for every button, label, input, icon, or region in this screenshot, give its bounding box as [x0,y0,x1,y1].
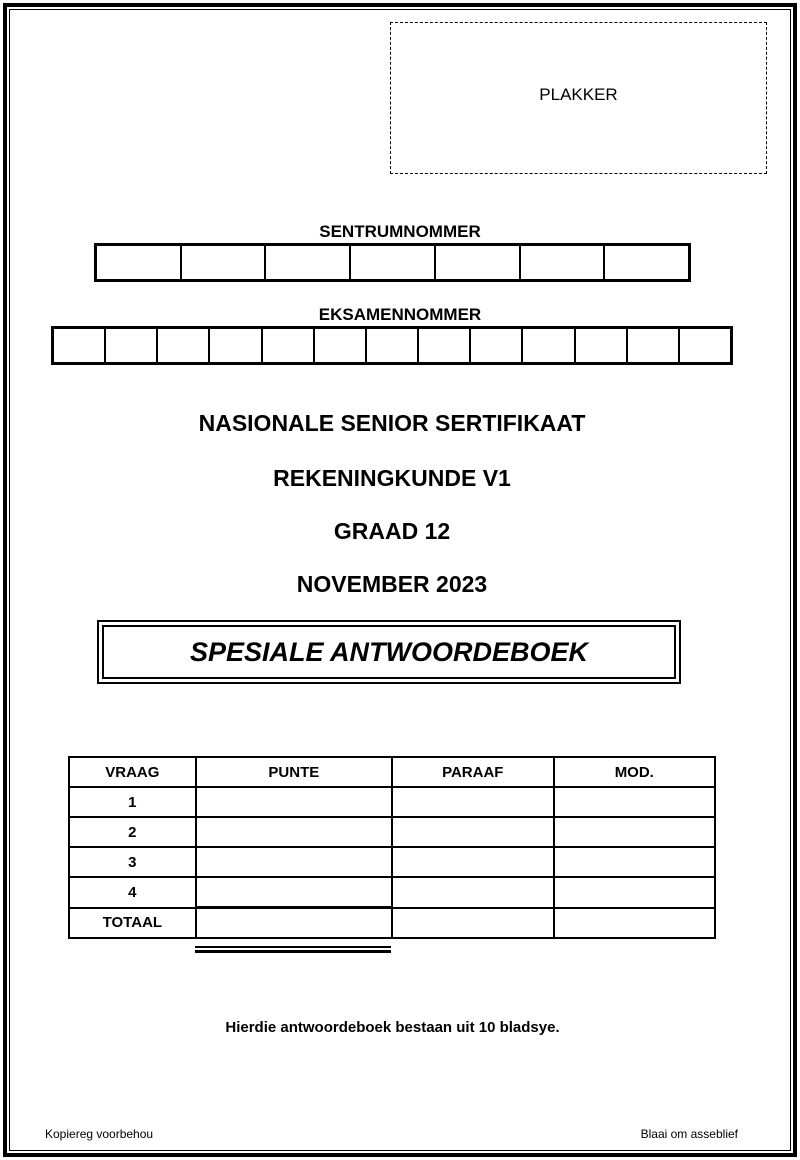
exam-number-cell[interactable] [471,329,523,362]
centre-number-cell[interactable] [97,246,182,279]
question-number: 3 [69,847,196,877]
total-label: TOTAAL [69,908,196,939]
marks-table [68,756,716,939]
mod-cell[interactable] [554,817,715,847]
exam-number-boxes[interactable] [51,326,733,365]
title-grade: GRAAD 12 [333,518,451,544]
marks-cell[interactable] [196,877,392,908]
header-punte: PUNTE [196,757,392,787]
exam-number-cell[interactable] [315,329,367,362]
exam-number-cell[interactable] [576,329,628,362]
copyright-note: Kopiereg voorbehou [45,1127,154,1141]
exam-number-cell[interactable] [680,329,730,362]
sticker-label: PLAKKER [539,85,618,104]
exam-number-cell[interactable] [54,329,106,362]
question-number: 4 [69,877,196,908]
table-row [69,877,715,908]
table-header-row [69,757,715,787]
marks-cell[interactable] [196,847,392,877]
initials-cell[interactable] [392,908,554,939]
exam-number-cell[interactable] [523,329,575,362]
exam-number-cell[interactable] [367,329,419,362]
header-paraaf: PARAAF [392,757,554,787]
initials-cell[interactable] [392,817,554,847]
mod-cell[interactable] [554,908,715,939]
centre-number-cell[interactable] [266,246,351,279]
exam-number-cell[interactable] [106,329,158,362]
turn-over-note: Blaai om asseblief [640,1127,738,1141]
exam-number-label: EKSAMENNOMMER [318,305,482,324]
sticker-box [390,22,767,174]
pages-note: Hierdie antwoordeboek bestaan uit 10 bladsye. [225,1019,560,1036]
exam-number-cell[interactable] [263,329,315,362]
centre-number-cell[interactable] [521,246,606,279]
table-row [69,817,715,847]
mod-cell[interactable] [554,787,715,817]
mod-cell[interactable] [554,877,715,908]
question-number: 1 [69,787,196,817]
marks-cell[interactable] [196,787,392,817]
booklet-title: SPESIALE ANTWOORDEBOEK [102,625,676,679]
title-date: NOVEMBER 2023 [296,571,488,597]
initials-cell[interactable] [392,877,554,908]
exam-number-cell[interactable] [628,329,680,362]
initials-cell[interactable] [392,787,554,817]
centre-number-boxes[interactable] [94,243,691,282]
exam-number-cell[interactable] [158,329,210,362]
exam-number-cell[interactable] [210,329,262,362]
total-double-underline [195,946,391,953]
question-number: 2 [69,817,196,847]
booklet-title-box [97,620,681,684]
title-certificate: NASIONALE SENIOR SERTIFIKAAT [198,410,586,436]
initials-cell[interactable] [392,847,554,877]
centre-number-cell[interactable] [182,246,267,279]
header-mod: MOD. [554,757,715,787]
centre-number-cell[interactable] [436,246,521,279]
centre-number-cell[interactable] [351,246,436,279]
title-subject: REKENINGKUNDE V1 [273,465,511,491]
total-marks-cell[interactable] [196,908,392,939]
table-row [69,847,715,877]
mod-cell[interactable] [554,847,715,877]
table-row [69,787,715,817]
centre-number-label: SENTRUMNOMMER [319,222,481,241]
marks-cell[interactable] [196,817,392,847]
header-vraag: VRAAG [69,757,196,787]
centre-number-cell[interactable] [605,246,688,279]
exam-number-cell[interactable] [419,329,471,362]
table-row-total [69,908,715,939]
